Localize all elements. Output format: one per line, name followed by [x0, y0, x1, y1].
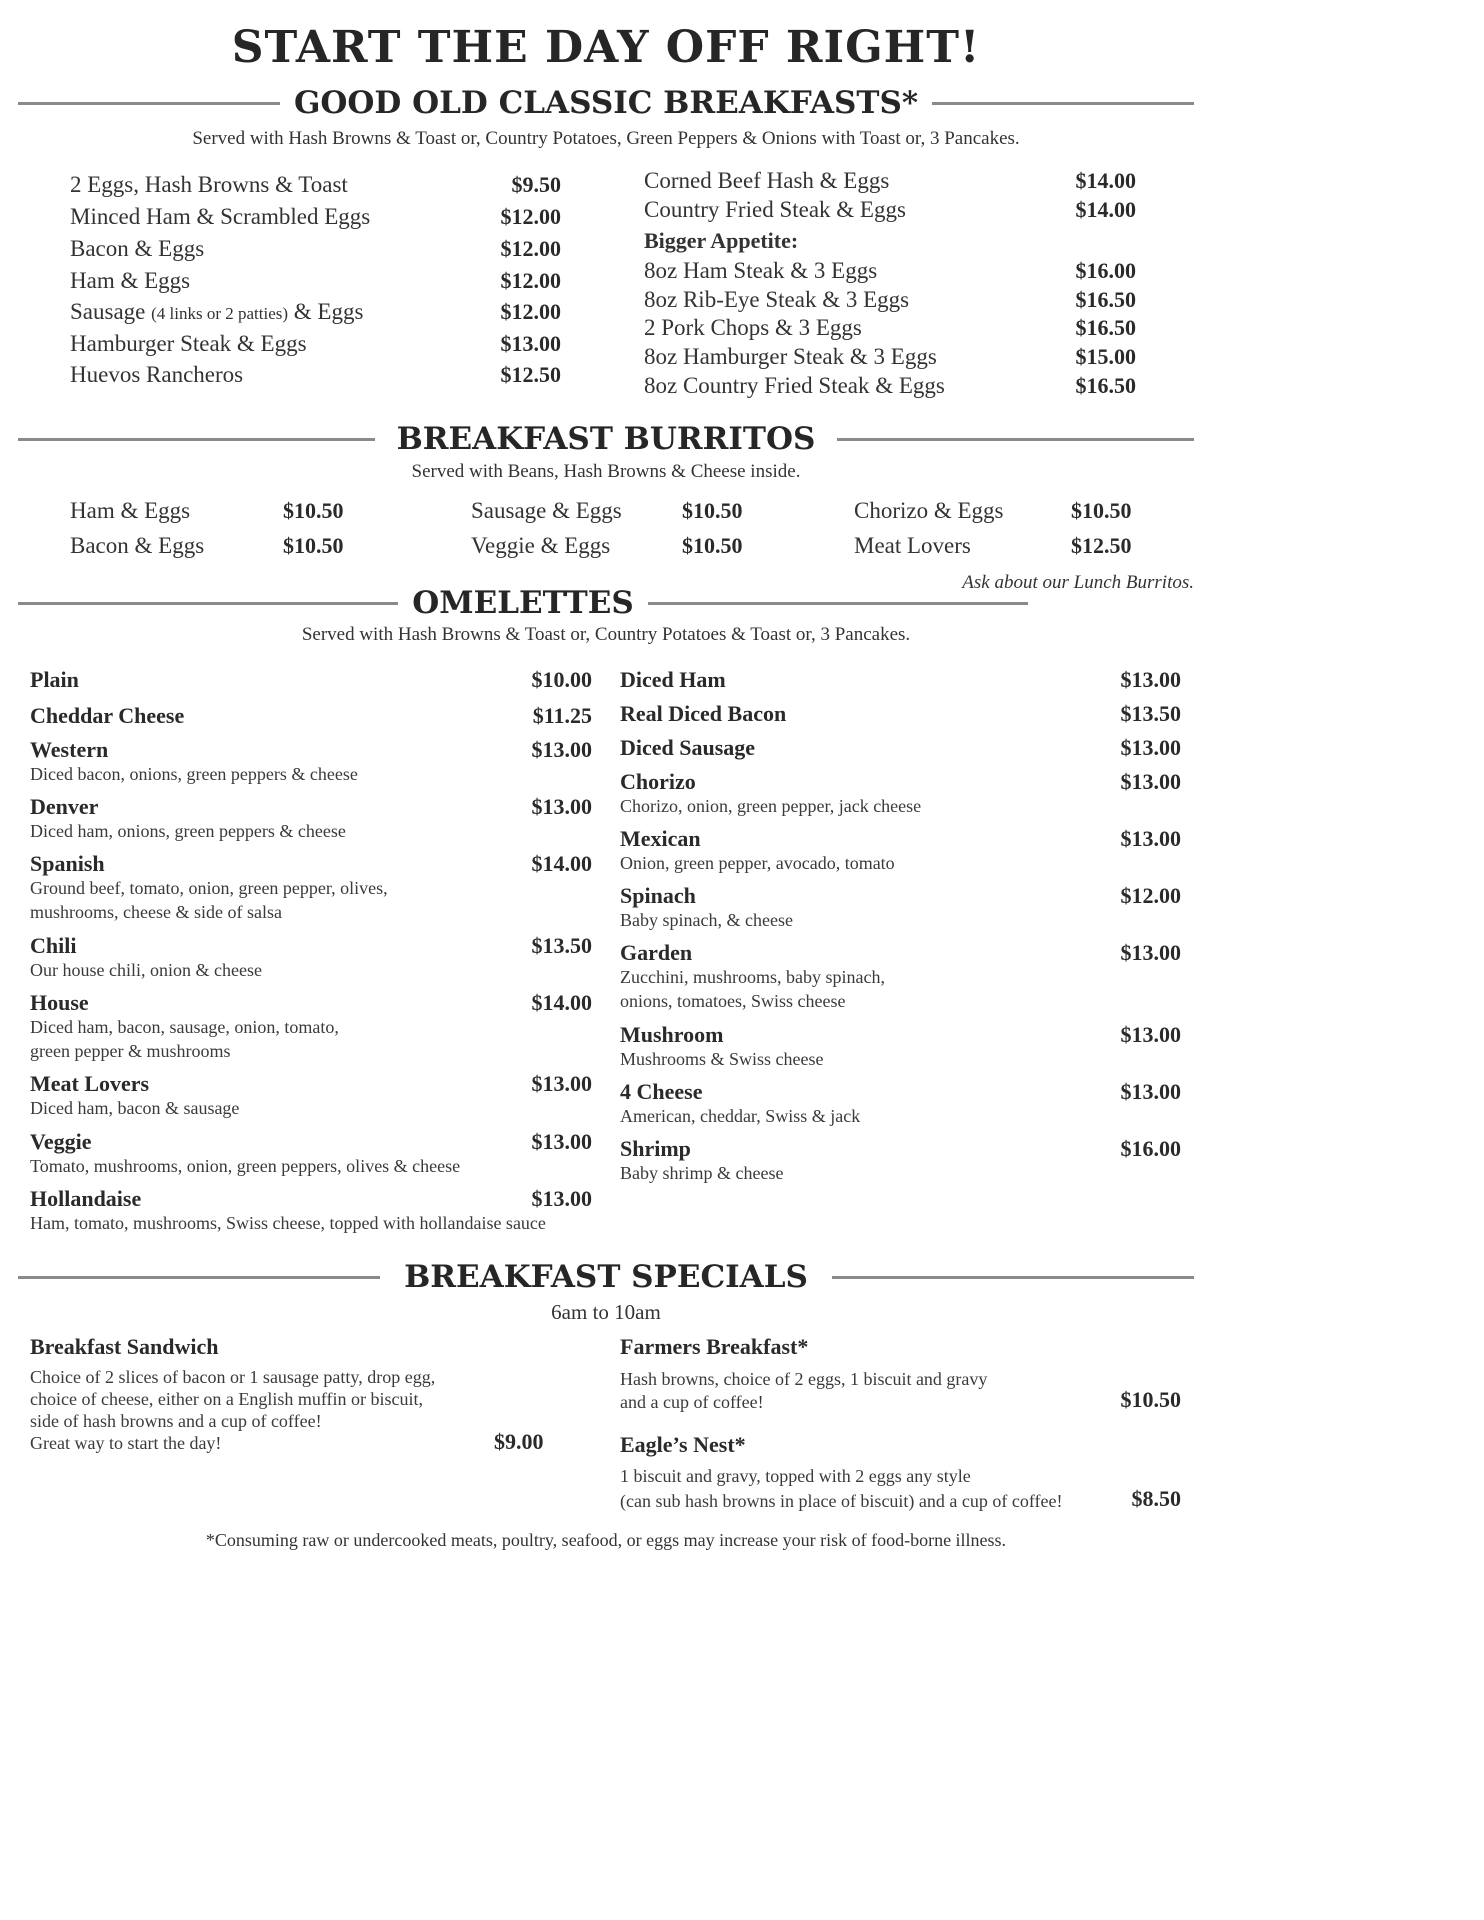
section-header-classic [18, 85, 1194, 121]
omelette-name: Chili [30, 933, 77, 958]
menu-item-price: $16.50 [1075, 315, 1136, 340]
special-name: Eagle’s Nest* [620, 1432, 746, 1457]
section-header-specials [18, 1259, 1194, 1295]
menu-item-price: $10.50 [682, 533, 743, 558]
omelette-description-line2: mushrooms, cheese & side of salsa [30, 902, 282, 922]
divider [832, 1276, 1194, 1279]
omelette-description: Diced ham, bacon, sausage, onion, tomato, [30, 1017, 339, 1037]
omelette-price: $13.00 [1120, 1022, 1181, 1047]
menu-item-price: $12.00 [500, 299, 561, 324]
omelette-name: House [30, 990, 89, 1015]
menu-item-price: $12.00 [500, 268, 561, 293]
page-title: START THE DAY OFF RIGHT! [231, 22, 981, 73]
menu-item-price: $9.50 [511, 172, 561, 197]
special-price: $9.00 [494, 1429, 544, 1454]
menu-item-name: 8oz Rib-Eye Steak & 3 Eggs [644, 287, 910, 312]
special-description: Hash browns, choice of 2 eggs, 1 biscuit and gravy [620, 1369, 988, 1389]
omelette-description: Onion, green pepper, avocado, tomato [620, 853, 895, 873]
omelette-price: $13.00 [531, 1071, 592, 1096]
section-header-burritos [18, 421, 1194, 457]
section-title-classic: GOOD OLD CLASSIC BREAKFASTS* [293, 85, 919, 121]
omelette-description: Chorizo, onion, green pepper, jack cheese [620, 796, 922, 816]
omelette-name: Mushroom [620, 1022, 724, 1047]
omelette-price: $14.00 [531, 990, 592, 1015]
omelette-price: $13.00 [531, 737, 592, 762]
menu-item-name: Sausage & Eggs [471, 498, 622, 523]
menu-item-price: $16.00 [1075, 258, 1136, 283]
menu-item-name: Huevos Rancheros [70, 362, 244, 387]
menu-item-name: Country Fried Steak & Eggs [644, 197, 906, 222]
omelette-name: Cheddar Cheese [30, 703, 185, 728]
classic-subtitle: Served with Hash Browns & Toast or, Country Potatoes, Green Peppers & Onions with Toast or, 3 Pancakes. [192, 128, 1020, 149]
special-description: Choice of 2 slices of bacon or 1 sausage patty, drop egg, [30, 1367, 436, 1387]
divider [18, 1276, 380, 1279]
omelette-price: $13.50 [1120, 701, 1181, 726]
omelette-description: Baby spinach, & cheese [620, 910, 793, 930]
menu-item-name: Minced Ham & Scrambled Eggs [70, 204, 371, 229]
omelette-name: Diced Sausage [620, 735, 756, 760]
menu-item-price: $12.00 [500, 236, 561, 261]
omelette-price: $13.00 [531, 794, 592, 819]
omelette-price: $11.25 [532, 703, 592, 728]
omelette-description: Diced ham, onions, green peppers & cheese [30, 821, 346, 841]
menu-item-name: Chorizo & Eggs [854, 498, 1004, 523]
omelette-price: $10.00 [531, 667, 592, 692]
omelette-name: Spinach [620, 883, 696, 908]
bigger-appetite-label: Bigger Appetite: [644, 228, 799, 253]
section-title-omelettes: OMELETTES [412, 585, 634, 621]
omelette-price: $13.00 [1120, 769, 1181, 794]
special-description: Great way to start the day! [30, 1433, 222, 1453]
lunch-burritos-note: Ask about our Lunch Burritos. [962, 572, 1194, 593]
omelette-price: $13.00 [1120, 667, 1181, 692]
special-price: $10.50 [1120, 1387, 1181, 1412]
omelette-name: Plain [30, 667, 79, 692]
specials-hours: 6am to 10am [551, 1300, 661, 1324]
menu-item-name-part: Sausage [70, 299, 146, 324]
omelette-name: Denver [30, 794, 99, 819]
omelette-description: Ground beef, tomato, onion, green pepper, olives, [30, 878, 388, 898]
menu-item-name-part: & Eggs [293, 299, 364, 324]
omelette-description: Mushrooms & Swiss cheese [620, 1049, 824, 1069]
omelette-description: Diced bacon, onions, green peppers & cheese [30, 764, 358, 784]
special-description: 1 biscuit and gravy, topped with 2 eggs any style [620, 1466, 971, 1486]
omelette-description: Our house chili, onion & cheese [30, 960, 262, 980]
omelette-name: Mexican [620, 826, 701, 851]
menu-item-name: 8oz Ham Steak & 3 Eggs [644, 258, 878, 283]
menu-item-price: $16.50 [1075, 373, 1136, 398]
special-description: side of hash browns and a cup of coffee! [30, 1411, 322, 1431]
omelette-name: Meat Lovers [30, 1071, 150, 1096]
divider [932, 102, 1194, 105]
omelette-name: Hollandaise [30, 1186, 142, 1211]
divider [837, 438, 1194, 441]
menu-item-name: Bacon & Eggs [70, 533, 205, 558]
section-title-burritos: BREAKFAST BURRITOS [396, 421, 816, 457]
menu-item-price: $15.00 [1075, 344, 1136, 369]
menu-item-price: $14.00 [1075, 168, 1136, 193]
burritos-subtitle: Served with Beans, Hash Browns & Cheese inside. [411, 461, 801, 482]
menu-item-name: Ham & Eggs [70, 268, 191, 293]
special-name: Farmers Breakfast* [620, 1334, 809, 1359]
menu-item-name: Ham & Eggs [70, 498, 191, 523]
menu-item-price: $10.50 [283, 498, 344, 523]
menu-item-price: $10.50 [682, 498, 743, 523]
divider [18, 602, 398, 605]
menu-item-name: Veggie & Eggs [471, 533, 611, 558]
menu-item-name [70, 300, 363, 323]
special-description: (can sub hash browns in place of biscuit) and a cup of coffee! [620, 1491, 1063, 1511]
food-safety-disclaimer: *Consuming raw or undercooked meats, poultry, seafood, or eggs may increase your risk of food-borne illness. [205, 1530, 1007, 1550]
menu-item-name: Meat Lovers [854, 533, 971, 558]
menu-item-name: Bacon & Eggs [70, 236, 205, 261]
menu-item-name: Hamburger Steak & Eggs [70, 331, 307, 356]
menu-item-price: $13.00 [500, 331, 561, 356]
special-description: and a cup of coffee! [620, 1392, 764, 1412]
special-name: Breakfast Sandwich [30, 1334, 219, 1359]
omelette-description: American, cheddar, Swiss & jack [620, 1106, 861, 1126]
omelette-price: $13.00 [1120, 940, 1181, 965]
omelette-price: $14.00 [531, 851, 592, 876]
omelette-description-line2: onions, tomatoes, Swiss cheese [620, 991, 846, 1011]
omelette-price: $13.50 [531, 933, 592, 958]
omelettes-subtitle: Served with Hash Browns & Toast or, Country Potatoes & Toast or, 3 Pancakes. [301, 624, 911, 645]
omelette-name: Garden [620, 940, 693, 965]
omelette-price: $13.00 [1120, 1079, 1181, 1104]
menu-item-price: $12.50 [1071, 533, 1132, 558]
divider [18, 438, 375, 441]
omelette-description: Zucchini, mushrooms, baby spinach, [620, 967, 885, 987]
omelette-price: $13.00 [1120, 735, 1181, 760]
menu-item-price: $16.50 [1075, 287, 1136, 312]
omelette-description: Tomato, mushrooms, onion, green peppers, olives & cheese [30, 1156, 461, 1176]
menu-item-price: $10.50 [1071, 498, 1132, 523]
omelette-description: Diced ham, bacon & sausage [30, 1098, 240, 1118]
omelette-name: Veggie [30, 1129, 92, 1154]
section-header-omelettes [18, 585, 1028, 621]
menu-item-note: (4 links or 2 patties) [151, 304, 289, 323]
omelette-description: Baby shrimp & cheese [620, 1163, 784, 1183]
omelette-price: $16.00 [1120, 1136, 1181, 1161]
menu-item-price: $12.50 [500, 362, 561, 387]
omelette-price: $12.00 [1120, 883, 1181, 908]
omelette-description-line2: green pepper & mushrooms [30, 1041, 231, 1061]
omelette-name: Real Diced Bacon [620, 701, 787, 726]
omelette-price: $13.00 [1120, 826, 1181, 851]
special-price: $8.50 [1131, 1486, 1181, 1511]
menu-item-name: 8oz Hamburger Steak & 3 Eggs [644, 344, 937, 369]
section-title-specials: BREAKFAST SPECIALS [404, 1259, 808, 1295]
omelette-price: $13.00 [531, 1129, 592, 1154]
omelette-name: 4 Cheese [620, 1079, 703, 1104]
divider [18, 102, 280, 105]
menu-item-price: $14.00 [1075, 197, 1136, 222]
omelette-name: Diced Ham [620, 667, 726, 692]
omelette-name: Shrimp [620, 1136, 691, 1161]
omelette-name: Spanish [30, 851, 105, 876]
menu-item-name: 2 Eggs, Hash Browns & Toast [70, 172, 348, 197]
omelette-price: $13.00 [531, 1186, 592, 1211]
special-description: choice of cheese, either on a English muffin or biscuit, [30, 1389, 424, 1409]
omelette-name: Chorizo [620, 769, 696, 794]
menu-item-name: 8oz Country Fried Steak & Eggs [644, 373, 945, 398]
omelette-description: Ham, tomato, mushrooms, Swiss cheese, topped with hollandaise sauce [30, 1213, 546, 1233]
menu-item-name: 2 Pork Chops & 3 Eggs [644, 315, 862, 340]
menu-item-price: $10.50 [283, 533, 344, 558]
divider [648, 602, 1028, 605]
menu-item-price: $12.00 [500, 204, 561, 229]
menu-item-name: Corned Beef Hash & Eggs [644, 168, 890, 193]
omelette-name: Western [30, 737, 109, 762]
